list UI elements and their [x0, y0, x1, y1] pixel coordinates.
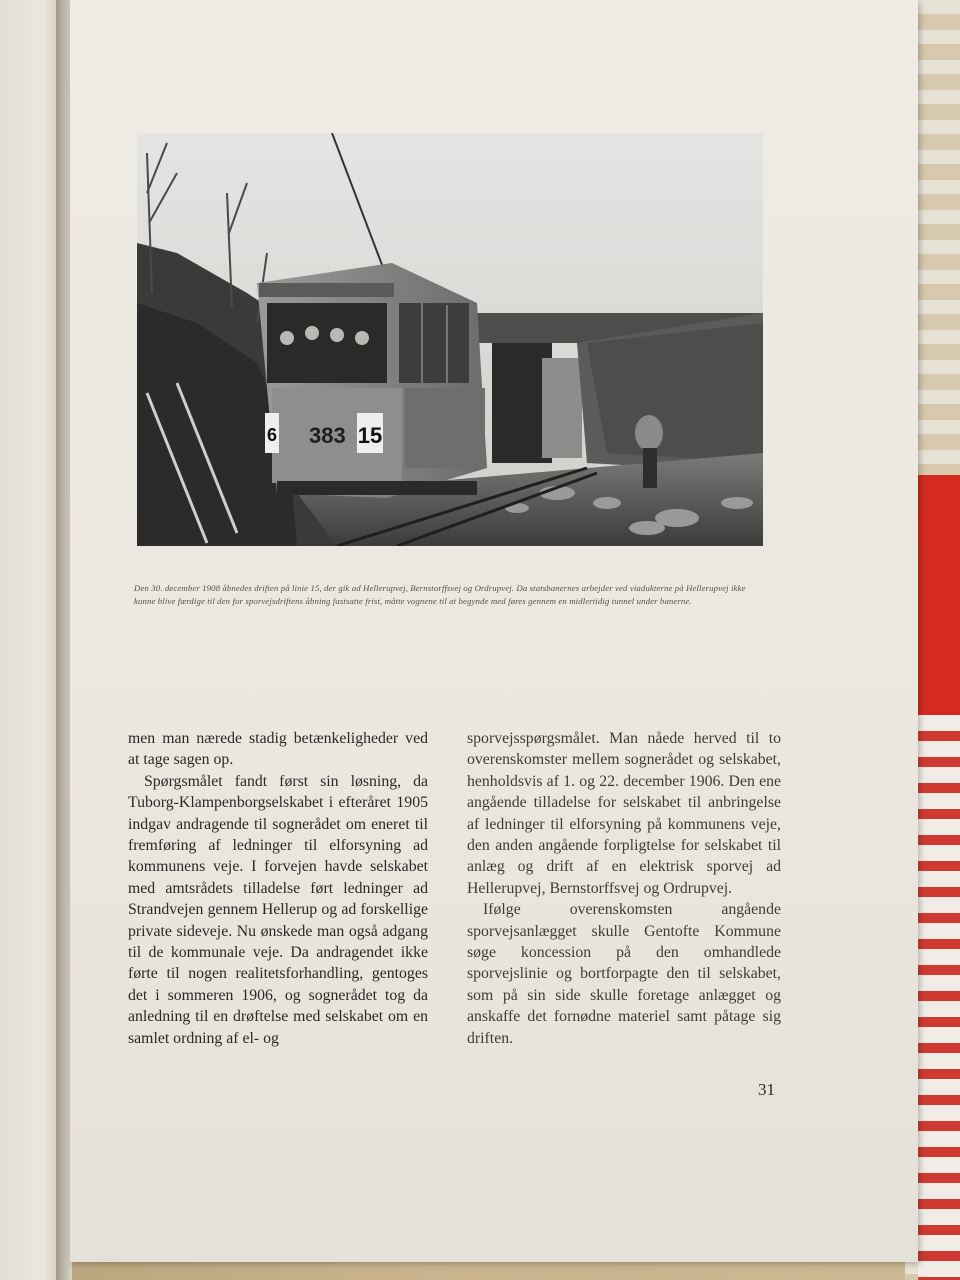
tram-route-left: 6 — [266, 425, 278, 445]
photo-caption: Den 30. december 1908 åbnedes driften på linie 15, der gik ad Hellerupvej, Bernstorffsvej og Ordrupvej. Da statsbanernes arbejder ved viadukterne på Hellerupvej ikke kunne blive færdige til den for sporvejsdriftens åbning fastsatte frist, måtte vognene til at begynde med føres gennem en midlertidig tunnel under banerne. — [134, 583, 746, 606]
left-facing-page — [0, 0, 63, 1280]
page-number: 31 — [758, 1080, 775, 1099]
paragraph: Spørgsmålet fandt først sin løsning, da Tuborg-Klampenborgselskabet i efteråret 1905 indgav andragende til sognerådet om eneret til fremføring af ledninger til elforsyning ad kommunens veje. I forvejen havde selskabet med amtsrådets tilladelse ført ledninger ad Strandvejen gennem Hellerup og ad forskellige private sideveje. Nu ønskede man også adgang til de kommunale veje. Da andragendet ikke førte til nogen realitetsforhandling, gentoges det i sommeren 1906, og sognerådet tog da anledning til en drøftelse med selskabet om en samlet ordning af el- og — [128, 772, 428, 1047]
striped-cloth-lower — [918, 715, 960, 1280]
red-cloth-band — [912, 475, 960, 715]
book-page — [70, 0, 918, 1262]
tram-car-number: 383 — [309, 423, 346, 448]
text-column-right — [467, 728, 781, 1049]
text-column-left — [128, 728, 428, 1049]
tram-photograph — [137, 133, 763, 546]
tram-route-right: 15 — [357, 423, 383, 448]
paragraph: sporvejsspørgsmålet. Man nåede herved til to overenskomster mellem sognerådet og selskabet, henholdsvis af 1. og 22. december 1906. Den ene angående tilladelse for selskabet til anbringelse af ledninger til elforsyning på kommunens veje, den anden angående forpligtelse for selskabet til anlæg og drift af en elektrisk sporvej ad Hellerupvej, Bernstorffsvej og Ordrupvej. — [467, 730, 781, 897]
paragraph: Ifølge overenskomsten angående sporvejsanlægget skulle Gentofte Kommune søge koncession på den omhandlede sporvejslinie og bortforpagte den til selskabet, som på sin side skulle foretage anlægget og anskaffe det fornødne materiel samt påtage sig driften. — [467, 901, 781, 1047]
tram-photo-image — [137, 133, 763, 546]
paragraph: men man nærede stadig betænkeligheder ved at tage sagen op. — [128, 730, 428, 769]
